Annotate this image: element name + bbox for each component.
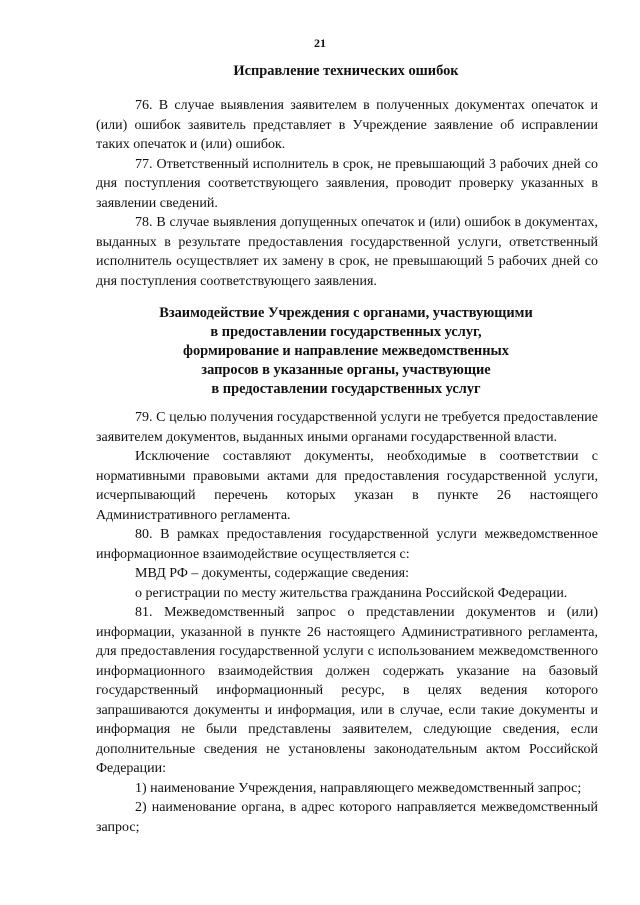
page-number: 21: [314, 36, 326, 50]
section-technical-errors: [96, 96, 598, 291]
section-interaction: [96, 408, 598, 837]
paragraph-79: 79. С целью получения государственной услуги не требуется предоставление заявителем документов, выданных иными органами государственной власти.: [96, 410, 598, 445]
paragraph-mvd: МВД РФ – документы, содержащие сведения:: [135, 566, 409, 581]
paragraph-76: 76. В случае выявления заявителем в полученных документах опечаток и (или) ошибок заявитель представляет в Учреждение заявление об исправлении таких опечаток и (или) ошибок.: [96, 98, 598, 152]
heading-line: Взаимодействие Учреждения с органами, участвующими: [159, 305, 533, 321]
paragraph-exception: Исключение составляют документы, необходимые в соответствии с нормативными правовыми актами для предоставления государственной услуги, исчерпывающий перечень которых указан в пункте 26 настоящего Административного регламента.: [96, 449, 598, 523]
paragraph-81: 81. Межведомственный запрос о представлении документов и (или) информации, указанной в пункте 26 настоящего Административного регламента, для предоставления государственной услуги с использованием межведомственного информационного взаимодействия должен содержать указание на базовый государственный информационный ресурс, в целях ведения которого запрашиваются документы и информация, или в случае, если такие документы и информация не были представлены заявителем, следующие сведения, если дополнительные сведения не установлены законодательным актом Российской Федерации:: [96, 605, 598, 776]
list-item-1: 1) наименование Учреждения, направляющего межведомственный запрос;: [135, 780, 582, 796]
paragraph-registration: о регистрации по месту жительства гражданина Российской Федерации.: [135, 585, 568, 601]
heading-line: в предоставлении государственных услуг,: [210, 324, 482, 340]
heading-line: в предоставлении государственных услуг: [211, 381, 481, 397]
list-item-2: 2) наименование органа, в адрес которого направляется межведомственный запрос;: [96, 800, 598, 835]
paragraph-80: 80. В рамках предоставления государственной услуги межведомственное информационное взаимодействие осуществляется с:: [96, 527, 598, 562]
heading-line: формирование и направление межведомственных: [183, 343, 509, 359]
heading-line: запросов в указанные органы, участвующие: [201, 362, 491, 378]
paragraph-77: 77. Ответственный исполнитель в срок, не превышающий 3 рабочих дней со дня поступления соответствующего заявления, проводит проверку указанных в заявлении сведений.: [96, 156, 598, 211]
paragraph-78: 78. В случае выявления допущенных опечаток и (или) ошибок в документах, выданных в результате предоставления государственной услуги, ответственный исполнитель осуществляет их замену в срок, не превышающий 5 рабочих дней со дня поступления соответствующего заявления.: [96, 215, 598, 289]
section-heading-interaction: [96, 304, 596, 399]
section-heading-technical-errors: Исправление технических ошибок: [233, 63, 459, 79]
